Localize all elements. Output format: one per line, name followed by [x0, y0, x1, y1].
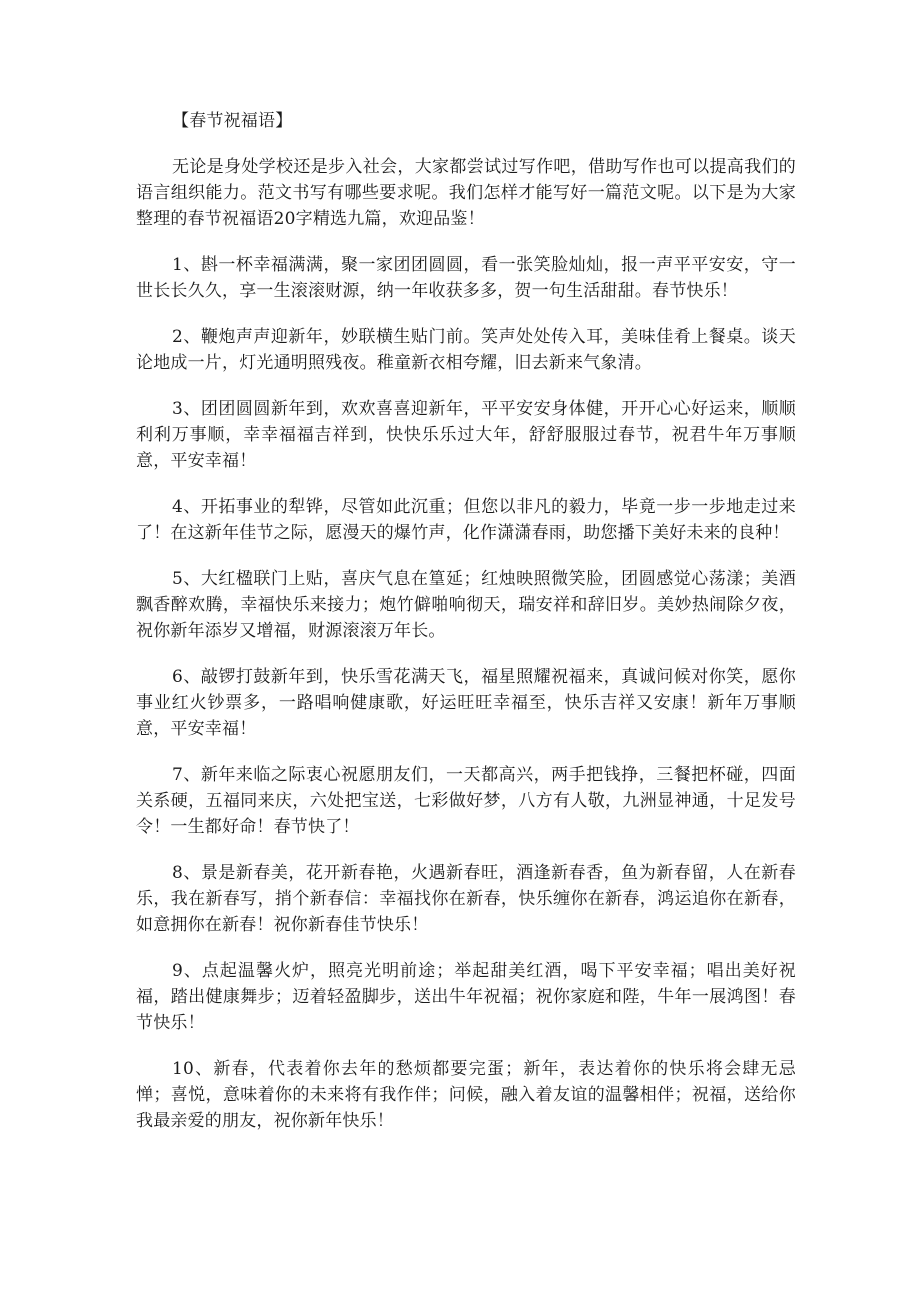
greeting-item: 8、景是新春美，花开新春艳，火遇新春旺，酒逢新春香，鱼为新春留，人在新春乐，我在新春写，捎个新春信：幸福找你在新春，快乐缠你在新春，鸿运追你在新春，如意拥你在新春！祝你新春佳节快乐！ [136, 863, 796, 935]
greeting-item: 1、斟一杯幸福满满，聚一家团团圆圆，看一张笑脸灿灿，报一声平平安安，守一世长长久久，享一生滚滚财源，纳一年收获多多，贺一句生活甜甜。春节快乐！ [136, 255, 796, 301]
greeting-item: 3、团团圆圆新年到，欢欢喜喜迎新年，平平安安身体健，开开心心好运来，顺顺利利万事顺，幸幸福福吉祥到，快快乐乐过大年，舒舒服服过春节，祝君牛年万事顺意，平安幸福！ [136, 399, 796, 471]
intro-paragraph: 无论是身处学校还是步入社会，大家都尝试过写作吧，借助写作也可以提高我们的语言组织能力。范文书写有哪些要求呢。我们怎样才能写好一篇范文呢。以下是为大家整理的春节祝福语20字精选九篇，欢迎品鉴！ [136, 157, 796, 229]
greeting-item: 2、鞭炮声声迎新年，妙联横生贴门前。笑声处处传入耳，美味佳肴上餐桌。谈天论地成一片，灯光通明照残夜。稚童新衣相夸耀，旧去新来气象清。 [136, 327, 796, 373]
greeting-item: 6、敲锣打鼓新年到，快乐雪花满天飞，福星照耀祝福来，真诚问候对你笑，愿你事业红火钞票多，一路唱响健康歌，好运旺旺幸福至，快乐吉祥又安康！新年万事顺意，平安幸福！ [136, 667, 796, 739]
document-content [136, 108, 796, 1154]
greeting-item: 4、开拓事业的犁铧，尽管如此沉重；但您以非凡的毅力，毕竟一步一步地走过来了！在这新年佳节之际，愿漫天的爆竹声，化作潇潇春雨，助您播下美好未来的良种！ [136, 497, 796, 543]
greeting-item: 7、新年来临之际衷心祝愿朋友们，一天都高兴，两手把钱挣，三餐把杯碰，四面关系硬，五福同来庆，六处把宝送，七彩做好梦，八方有人敬，九洲显神通，十足发号令！一生都好命！春节快了！ [136, 765, 796, 837]
greeting-item: 5、大红楹联门上贴，喜庆气息在篁延；红烛映照微笑脸，团圆感觉心荡漾；美酒飘香醉欢腾，幸福快乐来接力；炮竹僻啪响彻天，瑞安祥和辞旧岁。美妙热闹除夕夜，祝你新年添岁又增福，财源滚滚万年长。 [136, 569, 796, 641]
greeting-list [136, 252, 796, 1134]
document-title: 【春节祝福语】 [172, 111, 293, 131]
greeting-item: 9、点起温馨火炉，照亮光明前途；举起甜美红酒，喝下平安幸福；唱出美好祝福，踏出健康舞步；迈着轻盈脚步，送出牛年祝福；祝你家庭和陛，牛年一展鸿图！春节快乐！ [136, 961, 796, 1033]
greeting-item: 10、新春，代表着你去年的愁烦都要完蛋；新年，表达着你的快乐将会肆无忌惮；喜悦，意味着你的未来将有我作伴；问候，融入着友谊的温馨相伴；祝福，送给你我最亲爱的朋友，祝你新年快乐！ [136, 1059, 796, 1131]
